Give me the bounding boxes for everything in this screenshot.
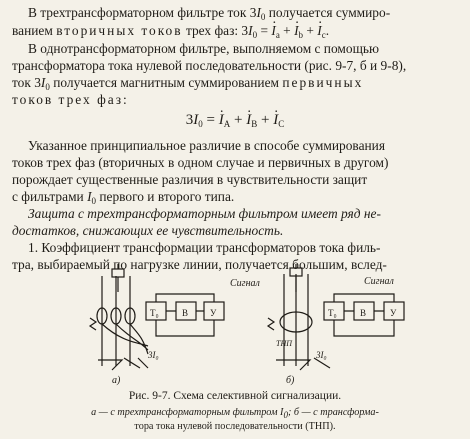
relay-b-t0-label: T₀ — [328, 308, 337, 318]
text-line-6: токов трех фаз: — [12, 92, 129, 107]
text-line-12: Защита с трехтрансформаторным фильтром имеет ряд не- — [28, 206, 381, 221]
text-line-9: токов трех фаз (вторичных в одном случае и первичных в другом) — [12, 155, 389, 170]
text-line-4: трансформатора тока нулевой последовательности (рис. 9-7, б и 9-8), — [12, 58, 407, 73]
relay-a-u-label: У — [210, 308, 217, 318]
relay-b-v-label: B — [360, 308, 367, 318]
text-line-13: достатков, снижающих ее чувствительность. — [12, 223, 284, 238]
panel-a-lines — [98, 358, 148, 370]
signal-label-b: Сигнал — [364, 276, 394, 287]
signal-label-a: Сигнал — [230, 278, 260, 289]
tnp-label: ТНП — [276, 339, 293, 348]
text-line-15: тра, выбираемый по нагрузке линии, получается большим, вслед- — [12, 257, 387, 272]
text-line-5: ток $3I_0$ получается магнитным суммированием первичных — [12, 75, 364, 92]
current-label-a: 3I₀ — [148, 350, 159, 360]
text-line-11: с фильтрами $I_0$ первого и второго типа. — [12, 189, 235, 206]
current-label-b: 3I₀ — [316, 350, 327, 360]
ground-b — [268, 318, 274, 330]
relay-a-t0-label: T₀ — [150, 308, 159, 318]
panel-label-b: б) — [286, 375, 295, 386]
circuit-figure — [78, 264, 408, 389]
breaker-a — [112, 269, 124, 277]
panel-label-a: а) — [112, 375, 121, 386]
text-line-10: порождает существенные различия в чувствительности защит — [12, 172, 368, 187]
ground-a — [90, 318, 96, 330]
text-line-1: В трехтрансформаторном фильтре ток $3I_0$ получается суммиро- — [28, 5, 391, 22]
text-line-3: В однотрансформаторном фильтре, выполняемом с помощью — [28, 41, 379, 56]
figure-caption-line-3: тора тока нулевой последовательности (ТНП). — [134, 421, 336, 432]
figure-caption-line-2: а — с трехтрансформаторным фильтром $I_0$; б — с трансформа- — [91, 407, 379, 420]
text-line-8: Указанное принципиальное различие в способе суммирования — [28, 138, 386, 153]
relay-b-u-label: У — [390, 308, 397, 318]
figure-caption-title: Рис. 9-7. Схема селективной сигнализации. — [128, 390, 342, 402]
text-line-14: 1. Коэффициент трансформации трансформаторов тока филь- — [28, 240, 381, 255]
formula: $3I_0 = I \cdot_A + I \cdot_B + I \cdot_C$ — [0, 112, 470, 133]
ct-a-wires — [102, 324, 148, 354]
text-line-2: ванием вторичных токов трех фаз: $3I_0 = I \cdot_a + I \cdot_b + I \cdot_c$. — [12, 22, 460, 44]
relay-a-v-label: B — [182, 308, 189, 318]
